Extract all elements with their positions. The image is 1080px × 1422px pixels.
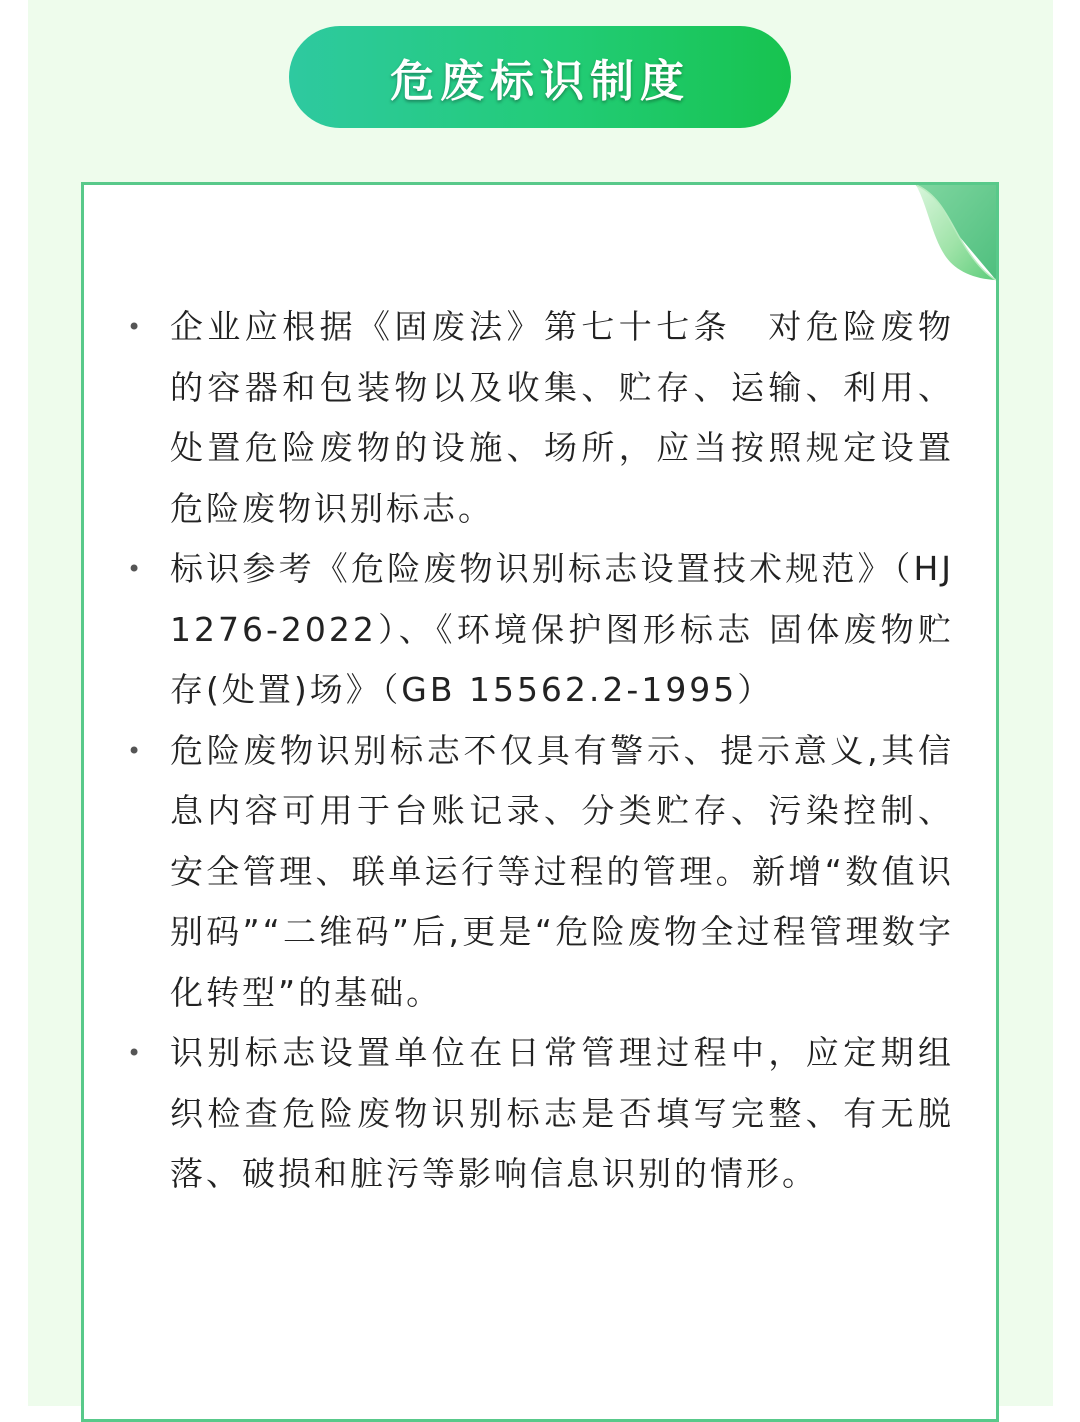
list-item [124, 297, 954, 539]
list-item-text: 标识参考《危险废物识别标志设置技术规范》（HJ 1276-2022）、《环境保护图形标志 固体废物贮存(处置)场》（GB 15562.2-1995） [170, 549, 954, 709]
bullet-icon: • [127, 736, 145, 765]
content-card [81, 182, 999, 1422]
list-item-text: 危险废物识别标志不仅具有警示、提示意义,其信息内容可用于台账记录、分类贮存、污染控制、安全管理、联单运行等过程的管理。新增“数值识别码”“二维码”后,更是“危险废物全过程管理数字化转型”的基础。 [170, 730, 954, 1012]
rule-list [124, 297, 954, 1205]
page-title: 危废标识制度 [390, 56, 690, 107]
bullet-icon: • [127, 313, 145, 341]
bullet-icon: • [127, 1039, 145, 1067]
list-item [124, 721, 954, 1024]
title-banner [289, 26, 791, 128]
list-item-text: 企业应根据《固废法》第七十七条 对危险废物的容器和包装物以及收集、贮存、运输、利用、处置危险废物的设施、场所，应当按照规定设置危险废物识别标志。 [170, 307, 954, 528]
page-curl-decoration [856, 185, 996, 285]
bullet-icon: • [127, 555, 145, 583]
list-item [124, 539, 954, 721]
list-item [124, 1023, 954, 1205]
list-item-text: 识别标志设置单位在日常管理过程中，应定期组织检查危险废物识别标志是否填写完整、有无脱落、破损和脏污等影响信息识别的情形。 [170, 1033, 954, 1193]
